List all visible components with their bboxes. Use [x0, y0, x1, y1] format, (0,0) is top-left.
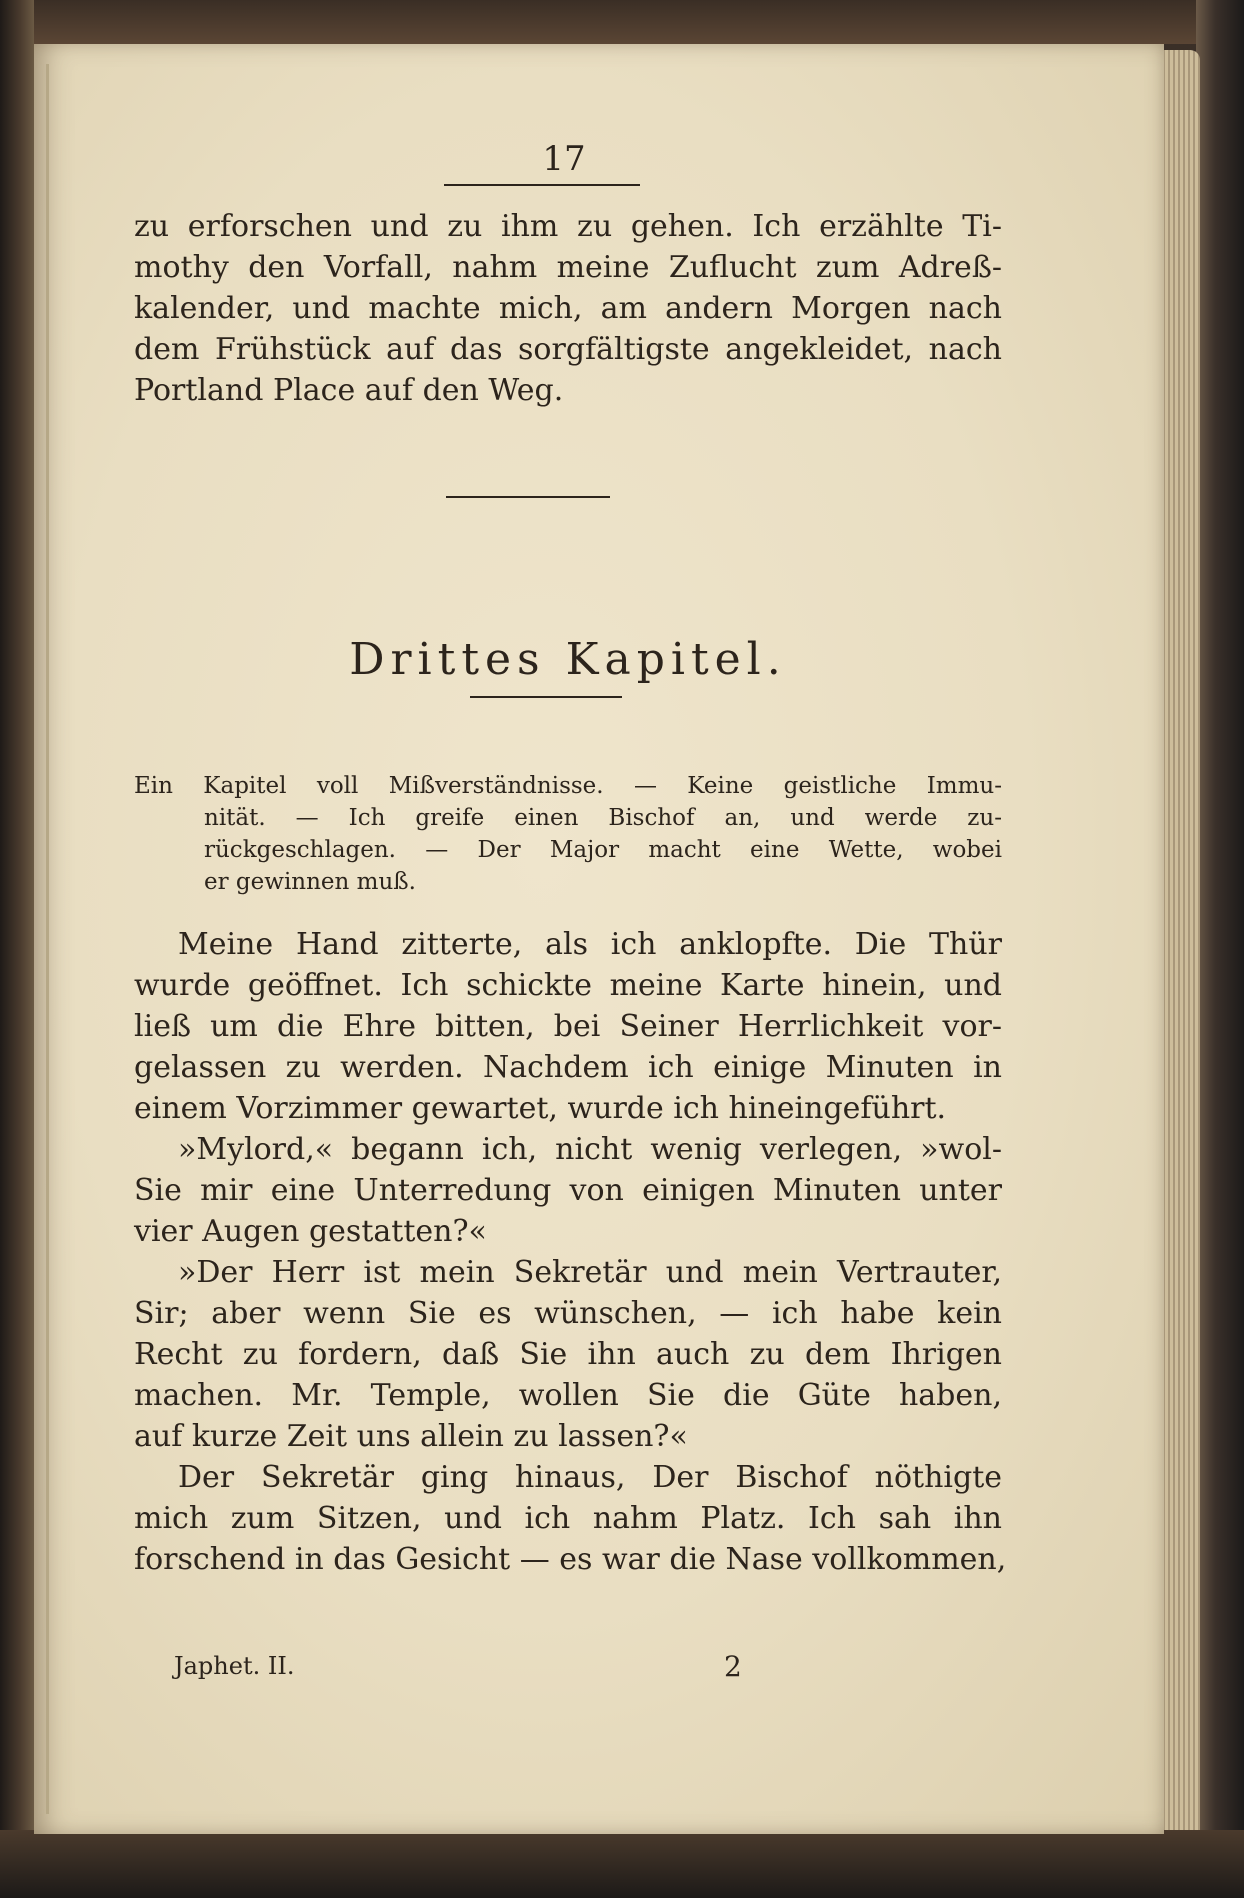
text-line: forschend in das Gesicht — es war die Nase vollkommen, [134, 1542, 1007, 1577]
text-line: Sie mir eine Unterredung von einigen Minuten unter [134, 1173, 1002, 1208]
summary-line: rückgeschlagen. — Der Major macht eine Wette, wobei [204, 837, 1002, 863]
body-text [134, 924, 1007, 1580]
text-line: einem Vorzimmer gewartet, wurde ich hineingeführt. [134, 1091, 947, 1126]
top-paragraph [134, 206, 1002, 411]
sheet-number: 2 [724, 1650, 742, 1683]
chapter-summary [134, 770, 1002, 898]
text-line: ließ um die Ehre bitten, bei Seiner Herrlichkeit vor- [134, 1009, 1002, 1044]
signature-mark: Japhet. II. [174, 1652, 295, 1680]
chapter-title: Drittes Kapitel. [349, 634, 787, 685]
text-line: vier Augen gestatten?« [134, 1214, 487, 1249]
binding-top [0, 0, 1244, 44]
summary-line: Ein Kapitel voll Mißverständnisse. — Keine geistliche Immu- [134, 773, 1002, 799]
binding-left [0, 0, 34, 1898]
text-line: mich zum Sitzen, und ich nahm Platz. Ich sah ihn [134, 1501, 1002, 1536]
cover-edge [1196, 0, 1244, 1898]
section-rule [446, 496, 610, 498]
text-line: kalender, und machte mich, am andern Morgen nach [134, 291, 1002, 326]
text-line: Portland Place auf den Weg. [134, 373, 564, 408]
text-line: dem Frühstück auf das sorgfältigste angekleidet, nach [134, 332, 1002, 367]
text-line: Recht zu fordern, daß Sie ihn auch zu dem Ihrigen [134, 1337, 1002, 1372]
text-line: mothy den Vorfall, nahm meine Zuflucht zum Adreß- [134, 250, 1002, 285]
text-line: zu erforschen und zu ihm zu gehen. Ich erzählte Ti- [134, 209, 1002, 244]
summary-line: er gewinnen muß. [204, 869, 416, 895]
page-number: 17 [542, 139, 586, 179]
summary-line: nität. — Ich greife einen Bischof an, und werde zu- [204, 805, 1002, 831]
header-rule [444, 184, 640, 186]
text-line: machen. Mr. Temple, wollen Sie die Güte haben, [134, 1378, 1002, 1413]
chapter-rule [470, 696, 622, 698]
text-line: auf kurze Zeit uns allein zu lassen?« [134, 1419, 688, 1454]
gutter-line [46, 64, 49, 1814]
text-line: Sir; aber wenn Sie es wünschen, — ich habe kein [134, 1296, 1002, 1331]
book-page [34, 44, 1164, 1834]
text-line: Meine Hand zitterte, als ich anklopfte. Die Thür [178, 927, 1002, 962]
text-line: Der Sekretär ging hinaus, Der Bischof nöthigte [178, 1460, 1002, 1495]
binding-bottom [0, 1830, 1244, 1898]
text-line: wurde geöffnet. Ich schickte meine Karte hinein, und [134, 968, 1002, 1003]
text-line: »Mylord,« begann ich, nicht wenig verlegen, »wol- [178, 1132, 1002, 1167]
text-line: »Der Herr ist mein Sekretär und mein Vertrauter, [178, 1255, 1002, 1290]
text-line: gelassen zu werden. Nachdem ich einige Minuten in [134, 1050, 1002, 1085]
